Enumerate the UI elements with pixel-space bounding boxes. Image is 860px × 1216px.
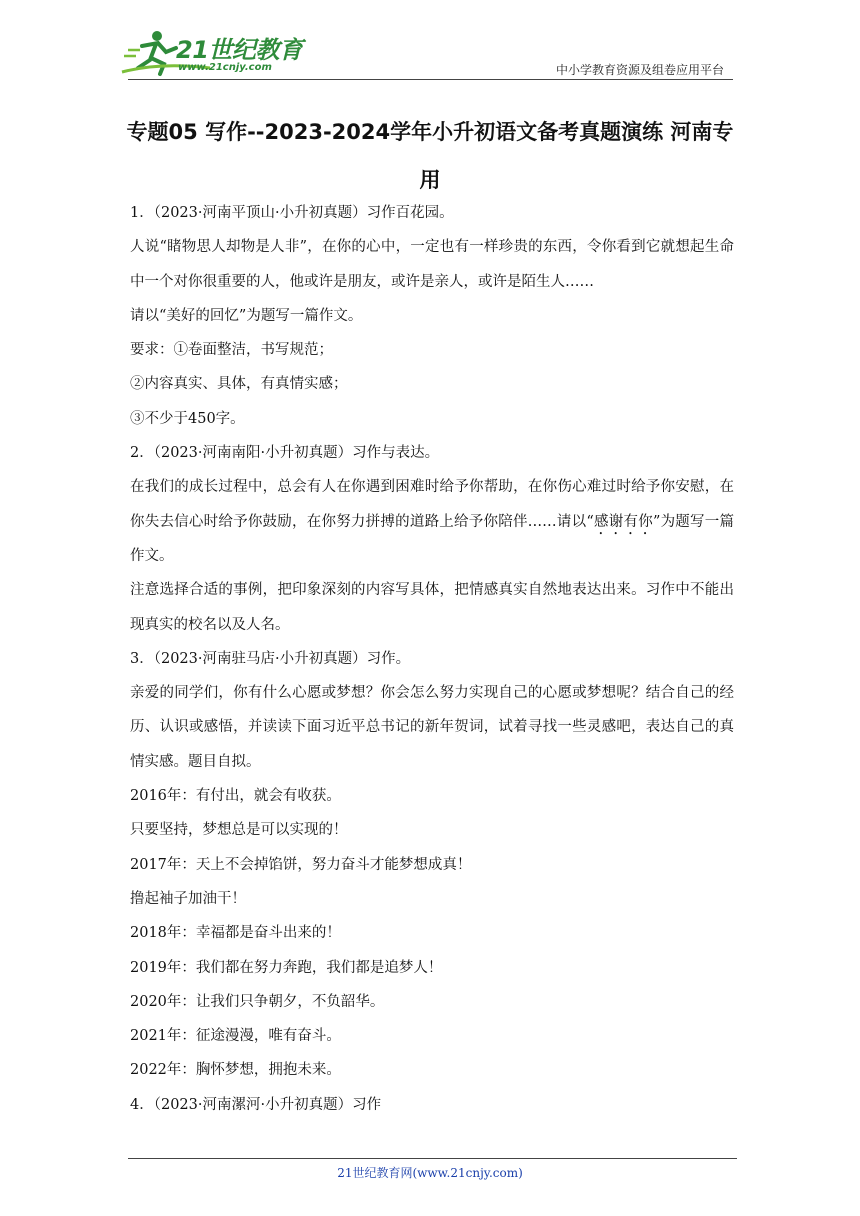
platform-name: 中小学教育资源及组卷应用平台: [555, 63, 724, 77]
question-2-head: 2．（2023·河南南阳·小升初真题）习作与表达。: [130, 445, 440, 462]
question-3-line: 2017年：天上不会掉馅饼，努力奋斗才能梦想成真！: [130, 856, 472, 873]
question-1-line: ③不少于450字。: [130, 410, 245, 427]
question-3-line: 2022年：胸怀梦想，拥抱未来。: [130, 1062, 341, 1079]
question-3-line: 只要坚持，梦想总是可以实现的！: [130, 822, 348, 839]
prompt-text: ”为题写一篇作文。: [130, 513, 734, 564]
header-divider: [128, 79, 733, 80]
question-1-line: 请以“美好的回忆”为题写一篇作文。: [130, 307, 363, 324]
question-3-line: 2019年：我们都在努力奔跑，我们都是追梦人！: [130, 959, 443, 976]
question-3-line: 撸起袖子加油干！: [130, 890, 246, 907]
logo-url: www.21cnjy.com: [178, 62, 272, 73]
prompt-text: 在我们的成长过程中，总会有人在你遇到困难时给予你帮助，在你伤心难过时给予你安慰，在你失去信心时给予你鼓励，在你努力拼搏的道路上给予你陪伴……请以“: [130, 479, 734, 530]
question-4-head: 4．（2023·河南漯河·小升初真题）习作: [130, 1096, 382, 1113]
footer-divider: [128, 1158, 737, 1159]
question-3-line: 亲爱的同学们，你有什么心愿或梦想？你会怎么努力实现自己的心愿或梦想呢？结合自己的经历、认识或感悟，并读读下面习近平总书记的新年贺词，试着寻找一些灵感吧，表达自己的真情实感。题目自拟。: [130, 685, 734, 770]
question-3-line: 2020年：让我们只争朝夕，不负韶华。: [130, 993, 385, 1010]
question-1-head: 1．（2023·河南平顶山·小升初真题）习作百花园。: [130, 205, 454, 221]
question-list: [130, 196, 734, 1122]
document-title: 专题05 写作--2023-2024学年小升初语文备考真题演练 河南专用: [126, 120, 734, 192]
footer-link[interactable]: 21世纪教育网(www.21cnjy.com): [337, 1166, 523, 1180]
question-1-line: ②内容真实、具体，有真情实感；: [130, 376, 348, 393]
question-1-line: 人说“睹物思人却物是人非”，在你的心中，一定也有一样珍贵的东西，令你看到它就想起生命中一个对你很重要的人，他或许是朋友，或许是亲人，或许是陌生人……: [130, 239, 734, 290]
logo-text: 21世纪教育: [176, 36, 303, 64]
question-3-line: 2021年：征途漫漫，唯有奋斗。: [130, 1028, 341, 1045]
question-3-head: 3．（2023·河南驻马店·小升初真题）习作。: [130, 650, 411, 667]
question-3-line: 2018年：幸福都是奋斗出来的！: [130, 925, 341, 942]
question-2-note: 注意选择合适的事例，把印象深刻的内容写具体，把情感真实自然地表达出来。习作中不能出现真实的校名以及人名。: [130, 582, 734, 633]
question-1-line: 要求：①卷面整洁，书写规范；: [130, 342, 333, 359]
emphasized-title: 感谢有你: [593, 513, 653, 530]
question-3-line: 2016年：有付出，就会有收获。: [130, 788, 341, 805]
question-2-prompt: [130, 470, 734, 573]
page-header: [0, 0, 860, 82]
